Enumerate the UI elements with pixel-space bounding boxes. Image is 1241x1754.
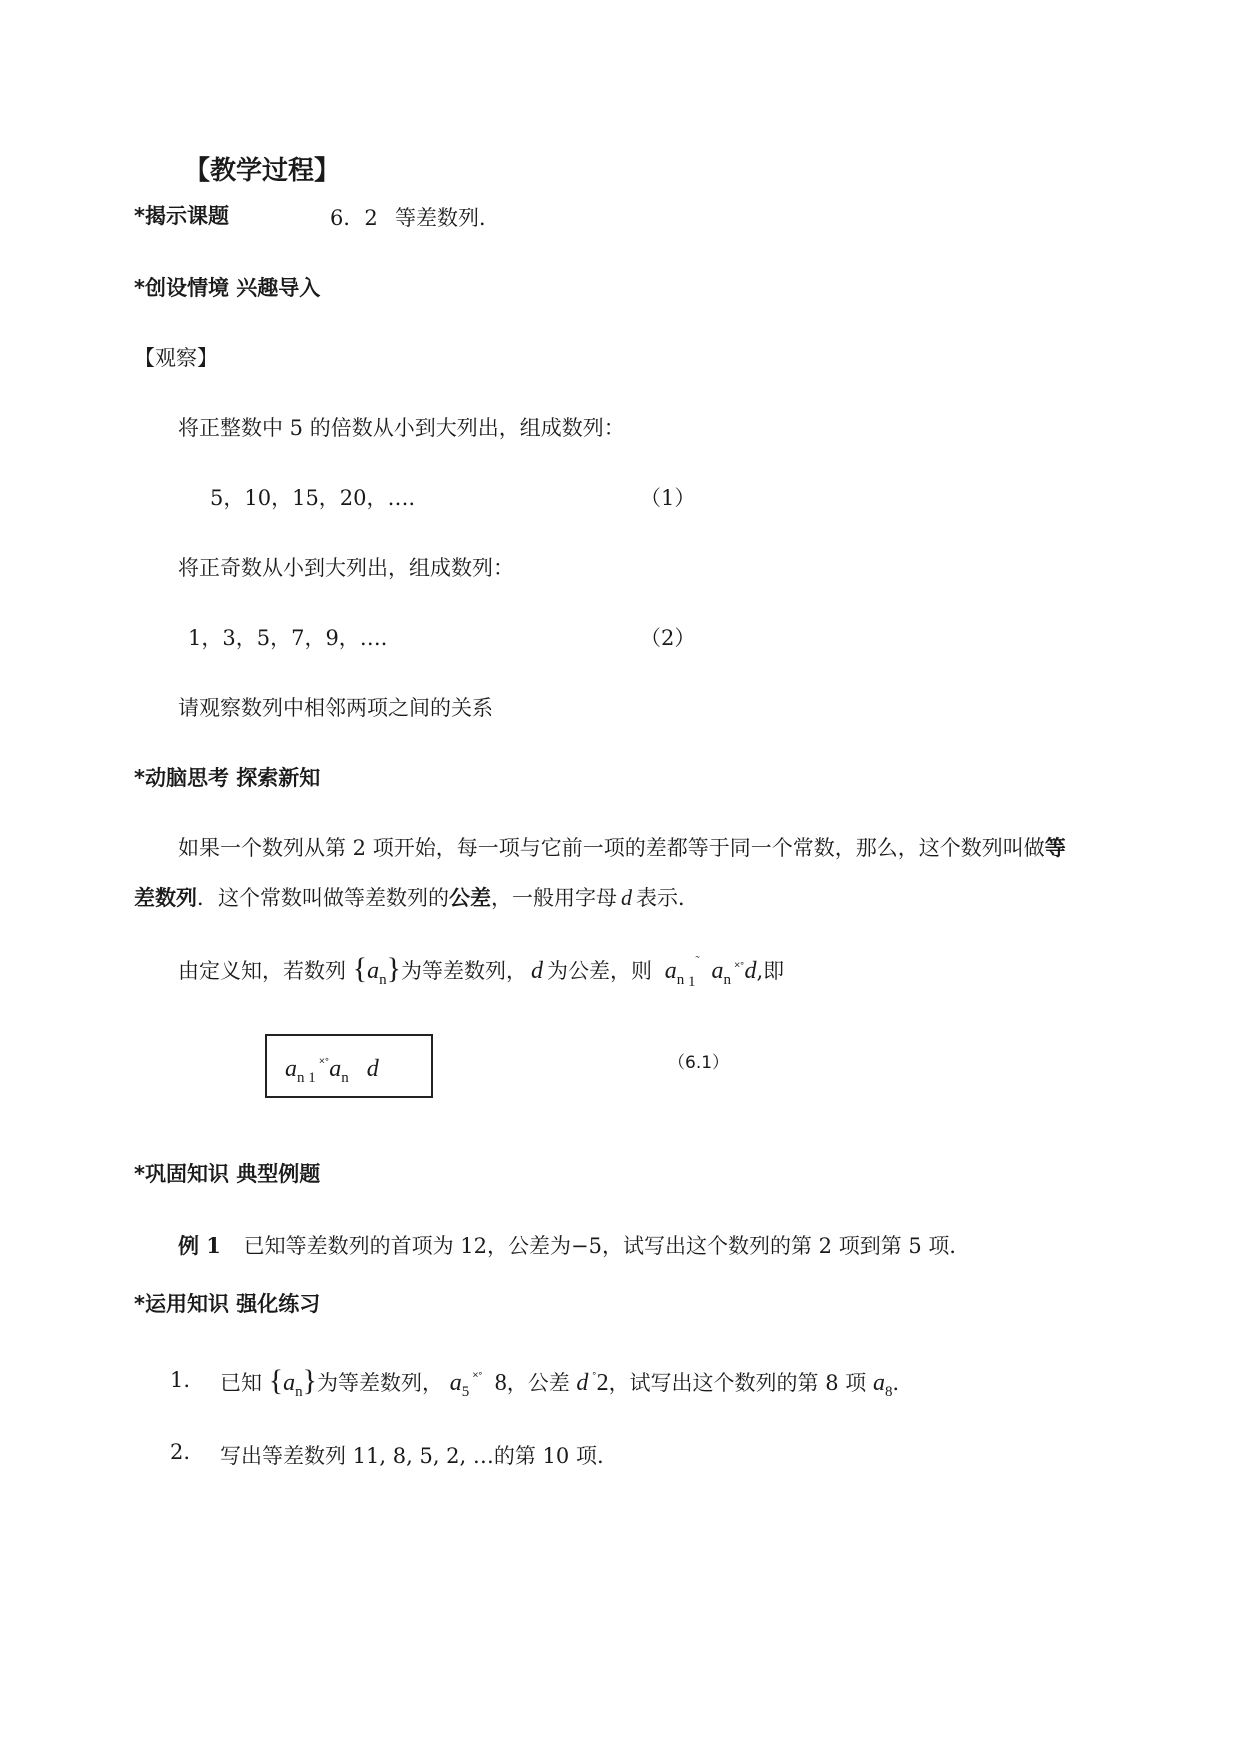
definition-text-4: 表示． [636, 886, 699, 910]
definition-term-end: 差数列 [134, 885, 197, 910]
law-text-3: 为公差，则 [547, 959, 652, 983]
practice-1 [220, 1364, 913, 1401]
law-text-2: 为等差数列， [401, 959, 527, 983]
formula-number: （6.1） [668, 1053, 730, 1073]
common-difference-term: 公差 [449, 885, 491, 910]
think-label: *动脑思考 探索新知 [134, 766, 321, 790]
definition-line-2 [134, 882, 699, 912]
practice-label: *运用知识 强化练习 [134, 1292, 321, 1316]
observe-label: 【观察】 [134, 346, 218, 370]
practice-1-text-4: ，试写出这个数列的第 8 项 [608, 1371, 867, 1395]
formula-box [265, 1034, 433, 1098]
definition-term-start: 等 [1044, 835, 1066, 860]
sequence-1-number: （1） [640, 486, 696, 510]
a8-symbol: $a_8$ [872, 1370, 893, 1400]
topic-number: 6．2 [330, 206, 378, 230]
examples-label: *巩固知识 典型例题 [134, 1162, 321, 1186]
law-line [178, 952, 784, 991]
practice-1-text-2: 为等差数列， [317, 1371, 443, 1395]
a5-expression: $a_5$ ˟˚ 8 [449, 1370, 507, 1400]
definition-line-1 [178, 832, 1066, 862]
practice-2-text: 写出等差数列 11, 8, 5, 2, …的第 10 项. [220, 1444, 604, 1468]
d-expression: d ˚2 [576, 1370, 609, 1396]
definition-text-2: ．这个常数叫做等差数列的 [197, 886, 449, 910]
topic-label: *揭示课题 [134, 204, 229, 228]
sequence-2: 1，3，5，7，9，…． [188, 626, 402, 650]
example-1-label: 例 1 [178, 1233, 221, 1258]
recurrence-expression: $a_n$ $_1$˜ $a_n$ ˟˚d [664, 953, 757, 990]
sequence-an-symbol: $\{a_n\}$ [352, 952, 401, 988]
sequence-an-symbol-2: $\{a_n\}$ [268, 1364, 317, 1400]
observe-text-3: 请观察数列中相邻两项之间的关系 [178, 696, 493, 720]
practice-1-number: 1. [170, 1368, 191, 1392]
practice-2-number: 2. [170, 1440, 191, 1464]
section-title: 【教学过程】 [184, 156, 341, 186]
observe-text-2: 将正奇数从小到大列出，组成数列： [178, 556, 514, 580]
intro-label: *创设情境 兴趣导入 [134, 276, 321, 300]
law-text-1: 由定义知，若数列 [178, 959, 346, 983]
example-1 [178, 1230, 970, 1260]
practice-1-text-1: 已知 [220, 1371, 262, 1395]
law-text-4: ,即 [756, 959, 785, 983]
observe-text-1: 将正整数中 5 的倍数从小到大列出，组成数列： [178, 416, 625, 440]
practice-1-text-5: ． [892, 1371, 914, 1395]
letter-d-2: d [531, 958, 543, 984]
topic-name: 等差数列． [395, 206, 500, 230]
practice-1-text-3: ，公差 [506, 1371, 570, 1395]
sequence-1: 5，10，15，20，…． [210, 486, 430, 510]
definition-text-3: ，一般用字母 [491, 886, 617, 910]
sequence-2-number: （2） [640, 626, 696, 650]
definition-text-1: 如果一个数列从第 2 项开始，每一项与它前一项的差都等于同一个常数，那么，这个数列叫做 [178, 836, 1045, 860]
letter-d: d [621, 885, 632, 910]
example-1-text: 已知等差数列的首项为 12，公差为−5，试写出这个数列的第 2 项到第 5 项． [243, 1234, 971, 1258]
formula-expression: $a_n$ $_1$ $^{˟˚}a_n$ d [285, 1056, 379, 1086]
